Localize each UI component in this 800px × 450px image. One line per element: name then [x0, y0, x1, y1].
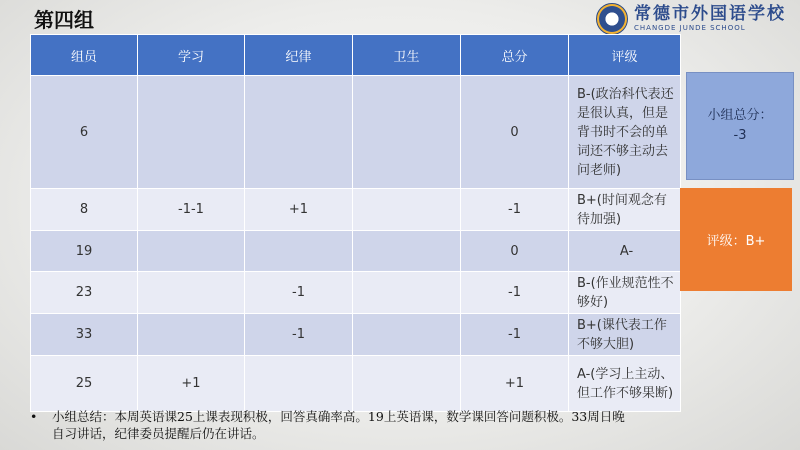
cell-hygiene — [353, 272, 461, 314]
cell-study — [138, 272, 245, 314]
cell-discipline: -1 — [245, 272, 353, 314]
cell-hygiene — [353, 356, 461, 412]
cell-member: 8 — [31, 189, 138, 231]
cell-member: 33 — [31, 314, 138, 356]
cell-member: 23 — [31, 272, 138, 314]
summary-text: 小组总结：本周英语课25上课表现积极，回答真确率高。19上英语课，数学课回答问题积极。33周日晚自习讲话，纪律委员提醒后仍在讲话。 — [52, 409, 625, 441]
score-table — [30, 34, 681, 412]
table-row — [31, 272, 681, 314]
cell-discipline: +1 — [245, 189, 353, 231]
group-grade-text: 评级：B+ — [706, 234, 766, 249]
header-study: 学习 — [138, 35, 245, 76]
cell-hygiene — [353, 76, 461, 189]
school-name-en: CHANGDE JUNDE SCHOOL — [634, 24, 746, 32]
cell-hygiene — [353, 189, 461, 231]
header-hygiene: 卫生 — [353, 35, 461, 76]
page-title: 第四组 — [34, 8, 94, 32]
school-name-cn: 常德市外国语学校 — [634, 4, 786, 24]
group-grade-box — [680, 188, 792, 291]
cell-grade: B-(作业规范性不够好) — [569, 272, 681, 314]
cell-discipline — [245, 356, 353, 412]
header-member: 组员 — [31, 35, 138, 76]
table-header-row — [31, 35, 681, 76]
group-summary — [30, 408, 630, 442]
cell-study: +1 — [138, 356, 245, 412]
cell-grade: B+(课代表工作不够大胆) — [569, 314, 681, 356]
cell-member: 25 — [31, 356, 138, 412]
header-grade: 评级 — [569, 35, 681, 76]
table-row — [31, 189, 681, 231]
cell-total: 0 — [461, 76, 569, 189]
bullet-icon: • — [30, 409, 38, 424]
group-total-label: 小组总分： — [707, 108, 773, 123]
header-discipline: 纪律 — [245, 35, 353, 76]
cell-discipline — [245, 76, 353, 189]
cell-member: 19 — [31, 231, 138, 272]
cell-study — [138, 76, 245, 189]
cell-total: -1 — [461, 189, 569, 231]
group-total-value: -3 — [733, 128, 747, 143]
table-row — [31, 314, 681, 356]
school-logo — [596, 2, 788, 36]
cell-grade: B-(政治科代表还是很认真，但是背书时不会的单词还不够主动去问老师) — [569, 76, 681, 189]
school-seal-icon — [596, 3, 628, 35]
table-row — [31, 356, 681, 412]
cell-member: 6 — [31, 76, 138, 189]
cell-hygiene — [353, 231, 461, 272]
cell-total: +1 — [461, 356, 569, 412]
cell-total: 0 — [461, 231, 569, 272]
cell-hygiene — [353, 314, 461, 356]
cell-study — [138, 314, 245, 356]
group-total-box — [686, 72, 794, 180]
cell-study — [138, 231, 245, 272]
cell-discipline — [245, 231, 353, 272]
cell-total: -1 — [461, 272, 569, 314]
table-row — [31, 76, 681, 189]
cell-total: -1 — [461, 314, 569, 356]
header-total: 总分 — [461, 35, 569, 76]
cell-study: -1-1 — [138, 189, 245, 231]
cell-grade: A- — [569, 231, 681, 272]
table-row — [31, 231, 681, 272]
cell-discipline: -1 — [245, 314, 353, 356]
cell-grade: A-(学习上主动、但工作不够果断) — [569, 356, 681, 412]
cell-grade: B+(时间观念有待加强) — [569, 189, 681, 231]
